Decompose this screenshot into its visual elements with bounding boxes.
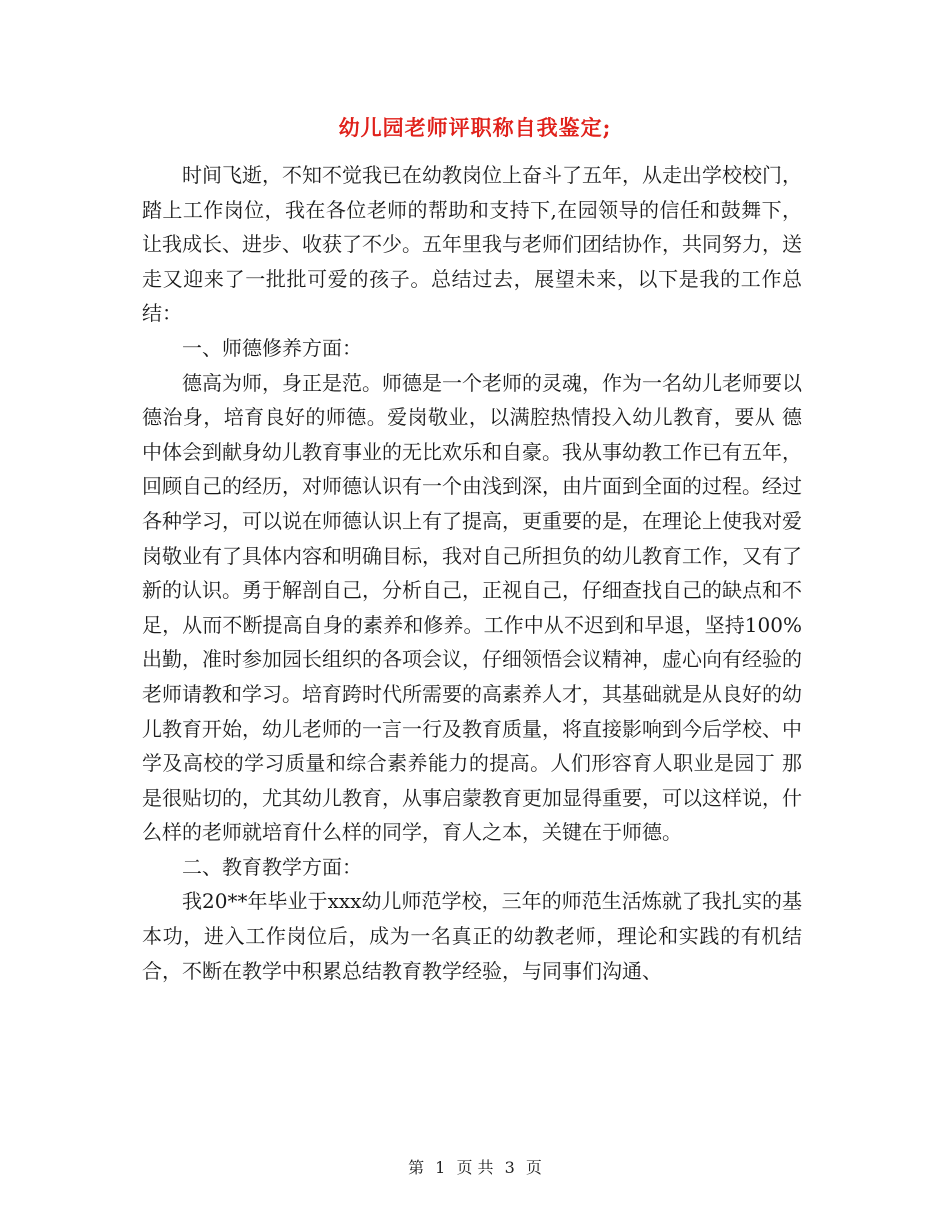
paragraph-intro: 时间飞逝，不知不觉我已在幼教岗位上奋斗了五年，从走出学校校门，踏上工作岗位，我在各位老师的帮助和支持下,在园领导的信任和鼓舞下，让我成长、进步、收获了不少。五年里我与老师们团结协作，共同努力，送走又迎来了一批批可爱的孩子。总结过去，展望未来，以下是我的工作总结：: [142, 163, 802, 326]
section-heading-ethics: 一、师德修养方面：: [182, 335, 362, 360]
footer-prefix: 第: [408, 1158, 425, 1177]
document-title: 幼儿园老师评职称自我鉴定;: [338, 115, 612, 140]
footer-middle: 页 共: [456, 1158, 494, 1177]
document-body: [142, 158, 802, 988]
footer-page-number: 1: [435, 1158, 446, 1177]
section-heading-teaching: 二、教育教学方面：: [182, 854, 362, 879]
footer-suffix: 页: [525, 1158, 542, 1177]
page-footer: [0, 1155, 950, 1178]
paragraph-ethics: 德高为师，身正是范。师德是一个老师的灵魂，作为一名幼儿老师要以德治身，培育良好的师德。爱岗敬业，以满腔热情投入幼儿教育，要从 德 中体会到献身幼儿教育事业的无比欢乐和自豪。我从事幼教工作已有五年，回顾自己的经历，对师德认识有一个由浅到深，由片面到全面的过程。经过各种学习，可以说在师德认识上有了提高，更重要的是，在理论上使我对爱岗敬业有了具体内容和明确目标，我对自己所担负的幼儿教育工作，又有了新的认识。勇于解剖自己，分析自己，正视自己，仔细查找自己的缺点和不足，从而不断提高自身的素养和修养。工作中从不迟到和早退，坚持100%出勤，准时参加园长组织的各项会议，仔细领悟会议精神，虚心向有经验的老师请教和学习。培育跨时代所需要的高素养人才，其基础就是从良好的幼儿教育开始，幼儿老师的一言一行及教育质量，将直接影响到今后学校、中学及高校的学习质量和综合素养能力的提高。人们形容育人职业是园丁 那是很贴切的，尤其幼儿教育，从事启蒙教育更加显得重要，可以这样说，什么样的老师就培育什么样的同学，育人之本，关键在于师德。: [142, 370, 802, 845]
paragraph-teaching: 我20**年毕业于xxx幼儿师范学校，三年的师范生活炼就了我扎实的基本功，进入工作岗位后，成为一名真正的幼教老师，理论和实践的有机结合，不断在教学中积累总结教育教学经验，与同事们沟通、: [142, 889, 802, 983]
footer-total-pages: 3: [504, 1158, 515, 1177]
